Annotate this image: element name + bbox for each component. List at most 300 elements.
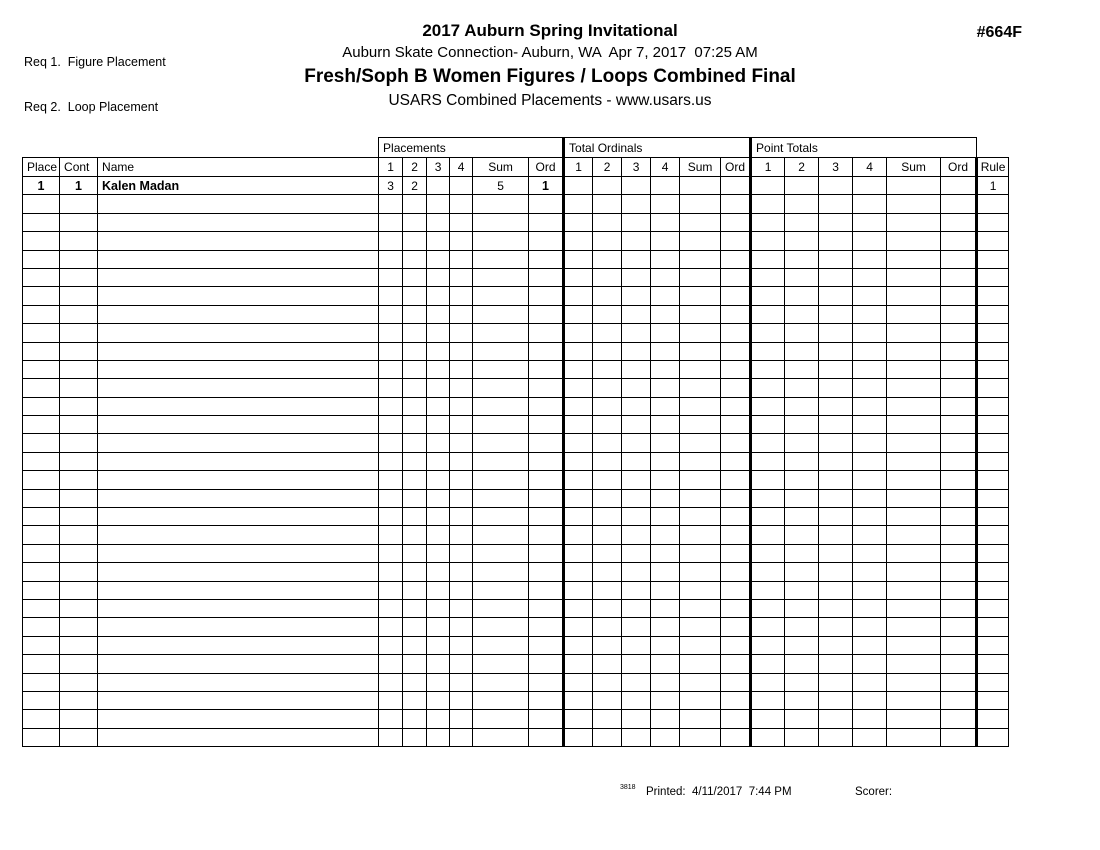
cell-2-row28 [785, 691, 819, 709]
cell-4-row24 [853, 618, 887, 636]
cell-3-row24 [622, 618, 651, 636]
cell-4-row27 [450, 673, 473, 691]
cell-sum-row10 [473, 360, 529, 378]
cell-4-row29 [450, 710, 473, 728]
cell-1-row6 [564, 287, 593, 305]
cell-4-row13 [651, 416, 680, 434]
cell-1-row25 [379, 636, 403, 654]
cell-2-row3 [403, 232, 427, 250]
cell-3-row30 [819, 728, 853, 746]
cell-sum-row16 [473, 471, 529, 489]
cell-3-row25 [622, 636, 651, 654]
column-header-ord-20: Ord [941, 158, 977, 177]
cell-ord-row28 [529, 691, 564, 709]
cell-2-row24 [403, 618, 427, 636]
cell-ord-row10 [721, 360, 751, 378]
cell-ord-row19 [529, 526, 564, 544]
cell-ord-row2 [529, 213, 564, 231]
cell-name-row2 [98, 213, 379, 231]
cell-place-row14 [23, 434, 60, 452]
cell-4-row29 [651, 710, 680, 728]
cell-4-row17 [651, 489, 680, 507]
cell-2-row6 [403, 287, 427, 305]
cell-name-row22 [98, 581, 379, 599]
cell-1-row5 [379, 268, 403, 286]
cell-4-row6 [651, 287, 680, 305]
cell-place-row11 [23, 379, 60, 397]
cell-3-row1 [427, 195, 450, 213]
header-block [0, 21, 1100, 110]
cell-rule-row13 [977, 416, 1009, 434]
cell-cont-row23 [60, 599, 98, 617]
cell-place-row15 [23, 452, 60, 470]
cell-1-row23 [751, 599, 785, 617]
cell-1-row20 [379, 544, 403, 562]
cell-rule-row7 [977, 305, 1009, 323]
cell-2-row3 [785, 232, 819, 250]
cell-cont-row21 [60, 563, 98, 581]
cell-rule-row19 [977, 526, 1009, 544]
cell-cont-row0: 1 [60, 177, 98, 195]
column-header-3-5: 3 [427, 158, 450, 177]
cell-3-row8 [819, 324, 853, 342]
cell-2-row5 [785, 268, 819, 286]
cell-3-row23 [819, 599, 853, 617]
cell-4-row3 [853, 232, 887, 250]
cell-2-row6 [785, 287, 819, 305]
cell-name-row15 [98, 452, 379, 470]
cell-3-row24 [819, 618, 853, 636]
cell-sum-row27 [473, 673, 529, 691]
cell-1-row14 [379, 434, 403, 452]
cell-rule-row18 [977, 508, 1009, 526]
venue-date-line: Auburn Skate Connection- Auburn, WA Apr 7, 2017 07:25 AM [342, 44, 758, 61]
cell-4-row0 [853, 177, 887, 195]
cell-3-row9 [819, 342, 853, 360]
cell-3-row28 [819, 691, 853, 709]
cell-3-row15 [819, 452, 853, 470]
cell-4-row25 [450, 636, 473, 654]
table-row-empty [23, 563, 1009, 581]
cell-sum-row12 [887, 397, 941, 415]
cell-2-row20 [593, 544, 622, 562]
cell-2-row7 [403, 305, 427, 323]
cell-4-row11 [853, 379, 887, 397]
cell-ord-row20 [941, 544, 977, 562]
cell-2-row9 [403, 342, 427, 360]
cell-1-row0 [751, 177, 785, 195]
cell-1-row2 [564, 213, 593, 231]
cell-3-row28 [427, 691, 450, 709]
cell-ord-row1 [529, 195, 564, 213]
cell-3-row5 [819, 268, 853, 286]
column-header-ord-14: Ord [721, 158, 751, 177]
cell-ord-row4 [529, 250, 564, 268]
cell-sum-row17 [473, 489, 529, 507]
cell-4-row24 [450, 618, 473, 636]
cell-2-row14 [593, 434, 622, 452]
cell-sum-row16 [887, 471, 941, 489]
cell-rule-row1 [977, 195, 1009, 213]
cell-sum-row12 [473, 397, 529, 415]
column-header-sum-19: Sum [887, 158, 941, 177]
cell-1-row1 [379, 195, 403, 213]
table-row-empty [23, 379, 1009, 397]
cell-4-row16 [853, 471, 887, 489]
cell-3-row27 [819, 673, 853, 691]
cell-1-row4 [379, 250, 403, 268]
cell-cont-row27 [60, 673, 98, 691]
cell-sum-row22 [473, 581, 529, 599]
cell-rule-row21 [977, 563, 1009, 581]
cell-3-row3 [427, 232, 450, 250]
cell-1-row29 [564, 710, 593, 728]
cell-2-row29 [593, 710, 622, 728]
cell-sum-row4 [473, 250, 529, 268]
cell-4-row13 [853, 416, 887, 434]
cell-4-row25 [651, 636, 680, 654]
cell-place-row8 [23, 324, 60, 342]
cell-2-row19 [785, 526, 819, 544]
cell-sum-row30 [680, 728, 721, 746]
cell-3-row23 [622, 599, 651, 617]
cell-sum-row19 [473, 526, 529, 544]
cell-2-row29 [403, 710, 427, 728]
table-row-empty [23, 434, 1009, 452]
cell-ord-row28 [941, 691, 977, 709]
cell-sum-row18 [473, 508, 529, 526]
cell-3-row19 [622, 526, 651, 544]
cell-ord-row17 [941, 489, 977, 507]
cell-ord-row7 [721, 305, 751, 323]
cell-ord-row22 [529, 581, 564, 599]
cell-ord-row26 [721, 655, 751, 673]
cell-sum-row26 [680, 655, 721, 673]
cell-2-row15 [403, 452, 427, 470]
cell-2-row15 [785, 452, 819, 470]
cell-sum-row8 [680, 324, 721, 342]
cell-cont-row10 [60, 360, 98, 378]
cell-2-row0 [785, 177, 819, 195]
cell-ord-row4 [721, 250, 751, 268]
cell-4-row18 [450, 508, 473, 526]
group-header-placements: Placements [379, 138, 564, 158]
cell-sum-row11 [887, 379, 941, 397]
cell-4-row28 [853, 691, 887, 709]
cell-name-row20 [98, 544, 379, 562]
cell-4-row15 [651, 452, 680, 470]
cell-2-row27 [403, 673, 427, 691]
cell-ord-row1 [941, 195, 977, 213]
cell-sum-row4 [887, 250, 941, 268]
column-header-4-18: 4 [853, 158, 887, 177]
cell-1-row22 [751, 581, 785, 599]
cell-sum-row18 [680, 508, 721, 526]
cell-sum-row8 [473, 324, 529, 342]
cell-2-row12 [403, 397, 427, 415]
cell-3-row27 [427, 673, 450, 691]
cell-sum-row9 [680, 342, 721, 360]
cell-ord-row0 [721, 177, 751, 195]
cell-ord-row0 [941, 177, 977, 195]
table-row-empty [23, 636, 1009, 654]
table-row-empty [23, 691, 1009, 709]
cell-sum-row24 [887, 618, 941, 636]
cell-1-row5 [751, 268, 785, 286]
cell-2-row13 [403, 416, 427, 434]
cell-2-row1 [593, 195, 622, 213]
cell-rule-row2 [977, 213, 1009, 231]
cell-2-row11 [403, 379, 427, 397]
cell-3-row14 [427, 434, 450, 452]
cell-2-row5 [403, 268, 427, 286]
cell-cont-row24 [60, 618, 98, 636]
cell-4-row10 [651, 360, 680, 378]
cell-sum-row21 [680, 563, 721, 581]
cell-sum-row1 [887, 195, 941, 213]
cell-ord-row9 [529, 342, 564, 360]
cell-rule-row16 [977, 471, 1009, 489]
cell-sum-row8 [887, 324, 941, 342]
cell-3-row19 [427, 526, 450, 544]
cell-1-row3 [379, 232, 403, 250]
cell-name-row9 [98, 342, 379, 360]
cell-3-row11 [622, 379, 651, 397]
cell-3-row1 [819, 195, 853, 213]
cell-name-row17 [98, 489, 379, 507]
cell-1-row10 [564, 360, 593, 378]
cell-ord-row27 [941, 673, 977, 691]
cell-1-row22 [379, 581, 403, 599]
cell-sum-row28 [473, 691, 529, 709]
cell-ord-row8 [529, 324, 564, 342]
cell-1-row18 [751, 508, 785, 526]
cell-ord-row5 [721, 268, 751, 286]
cell-sum-row29 [473, 710, 529, 728]
cell-3-row13 [427, 416, 450, 434]
cell-ord-row14 [941, 434, 977, 452]
column-header-3-11: 3 [622, 158, 651, 177]
cell-1-row10 [751, 360, 785, 378]
cell-1-row17 [751, 489, 785, 507]
cell-sum-row3 [473, 232, 529, 250]
cell-ord-row9 [941, 342, 977, 360]
cell-2-row3 [593, 232, 622, 250]
cell-sum-row9 [887, 342, 941, 360]
cell-3-row2 [622, 213, 651, 231]
cell-3-row3 [622, 232, 651, 250]
column-header-cont-1: Cont [60, 158, 98, 177]
cell-place-row20 [23, 544, 60, 562]
cell-sum-row13 [680, 416, 721, 434]
cell-ord-row22 [721, 581, 751, 599]
table-row-skater [23, 177, 1009, 195]
cell-1-row14 [751, 434, 785, 452]
cell-ord-row15 [721, 452, 751, 470]
cell-2-row20 [785, 544, 819, 562]
cell-3-row20 [622, 544, 651, 562]
cell-2-row8 [785, 324, 819, 342]
cell-4-row2 [651, 213, 680, 231]
cell-3-row30 [622, 728, 651, 746]
cell-1-row9 [751, 342, 785, 360]
cell-name-row14 [98, 434, 379, 452]
cell-4-row10 [853, 360, 887, 378]
cell-3-row16 [622, 471, 651, 489]
cell-4-row30 [651, 728, 680, 746]
group-header-total-ordinals: Total Ordinals [564, 138, 751, 158]
cell-2-row9 [785, 342, 819, 360]
cell-1-row8 [564, 324, 593, 342]
cell-1-row21 [751, 563, 785, 581]
cell-4-row15 [450, 452, 473, 470]
cell-4-row5 [853, 268, 887, 286]
req-line-1: Req 1. Figure Placement [24, 55, 166, 69]
cell-3-row0 [622, 177, 651, 195]
cell-place-row17 [23, 489, 60, 507]
cell-2-row17 [785, 489, 819, 507]
cell-sum-row27 [887, 673, 941, 691]
cell-sum-row20 [680, 544, 721, 562]
cell-4-row28 [450, 691, 473, 709]
cell-4-row14 [853, 434, 887, 452]
group-header-spacer-right [977, 138, 1009, 158]
cell-place-row22 [23, 581, 60, 599]
cell-2-row24 [593, 618, 622, 636]
group-header-row [23, 138, 1009, 158]
cell-rule-row8 [977, 324, 1009, 342]
cell-2-row22 [593, 581, 622, 599]
cell-4-row11 [651, 379, 680, 397]
cell-2-row22 [403, 581, 427, 599]
cell-ord-row11 [721, 379, 751, 397]
cell-sum-row3 [887, 232, 941, 250]
column-header-1-15: 1 [751, 158, 785, 177]
cell-place-row7 [23, 305, 60, 323]
cell-1-row2 [379, 213, 403, 231]
cell-2-row4 [593, 250, 622, 268]
cell-3-row22 [819, 581, 853, 599]
cell-cont-row13 [60, 416, 98, 434]
cell-1-row6 [379, 287, 403, 305]
cell-2-row29 [785, 710, 819, 728]
cell-cont-row16 [60, 471, 98, 489]
cell-ord-row3 [721, 232, 751, 250]
column-header-sum-13: Sum [680, 158, 721, 177]
cell-sum-row25 [680, 636, 721, 654]
cell-ord-row30 [529, 728, 564, 746]
cell-1-row17 [564, 489, 593, 507]
cell-4-row8 [853, 324, 887, 342]
cell-4-row4 [651, 250, 680, 268]
cell-4-row9 [651, 342, 680, 360]
cell-place-row29 [23, 710, 60, 728]
cell-place-row1 [23, 195, 60, 213]
column-header-3-17: 3 [819, 158, 853, 177]
cell-2-row9 [593, 342, 622, 360]
cell-3-row10 [427, 360, 450, 378]
cell-1-row13 [564, 416, 593, 434]
cell-3-row16 [819, 471, 853, 489]
cell-1-row2 [751, 213, 785, 231]
cell-1-row26 [564, 655, 593, 673]
table-row-empty [23, 452, 1009, 470]
table-row-empty [23, 581, 1009, 599]
cell-3-row8 [622, 324, 651, 342]
cell-2-row15 [593, 452, 622, 470]
cell-sum-row11 [680, 379, 721, 397]
cell-3-row14 [819, 434, 853, 452]
cell-rule-row29 [977, 710, 1009, 728]
cell-1-row21 [379, 563, 403, 581]
cell-sum-row24 [473, 618, 529, 636]
cell-1-row30 [564, 728, 593, 746]
cell-sum-row26 [887, 655, 941, 673]
cell-4-row17 [853, 489, 887, 507]
cell-place-row5 [23, 268, 60, 286]
cell-3-row5 [427, 268, 450, 286]
cell-cont-row11 [60, 379, 98, 397]
cell-sum-row14 [473, 434, 529, 452]
cell-4-row30 [450, 728, 473, 746]
cell-4-row25 [853, 636, 887, 654]
cell-3-row18 [819, 508, 853, 526]
cell-1-row19 [564, 526, 593, 544]
cell-4-row2 [853, 213, 887, 231]
cell-3-row15 [622, 452, 651, 470]
cell-name-row3 [98, 232, 379, 250]
cell-ord-row3 [941, 232, 977, 250]
cell-rule-row5 [977, 268, 1009, 286]
cell-3-row20 [819, 544, 853, 562]
cell-ord-row0: 1 [529, 177, 564, 195]
table-row-empty [23, 416, 1009, 434]
cell-ord-row29 [941, 710, 977, 728]
cell-4-row8 [651, 324, 680, 342]
cell-sum-row7 [473, 305, 529, 323]
cell-1-row15 [751, 452, 785, 470]
cell-cont-row30 [60, 728, 98, 746]
cell-2-row16 [403, 471, 427, 489]
cell-sum-row30 [887, 728, 941, 746]
cell-4-row18 [651, 508, 680, 526]
cell-4-row11 [450, 379, 473, 397]
cell-place-row28 [23, 691, 60, 709]
cell-3-row12 [622, 397, 651, 415]
cell-3-row25 [819, 636, 853, 654]
cell-4-row9 [450, 342, 473, 360]
cell-3-row23 [427, 599, 450, 617]
table-row-empty [23, 324, 1009, 342]
cell-4-row24 [651, 618, 680, 636]
cell-2-row20 [403, 544, 427, 562]
cell-1-row11 [564, 379, 593, 397]
cell-4-row7 [853, 305, 887, 323]
cell-3-row17 [622, 489, 651, 507]
cell-1-row23 [379, 599, 403, 617]
cell-2-row30 [403, 728, 427, 746]
cell-cont-row2 [60, 213, 98, 231]
cell-ord-row7 [941, 305, 977, 323]
cell-1-row22 [564, 581, 593, 599]
cell-sum-row10 [680, 360, 721, 378]
cell-1-row14 [564, 434, 593, 452]
cell-4-row1 [450, 195, 473, 213]
cell-1-row8 [379, 324, 403, 342]
cell-place-row0: 1 [23, 177, 60, 195]
cell-place-row3 [23, 232, 60, 250]
cell-2-row25 [785, 636, 819, 654]
